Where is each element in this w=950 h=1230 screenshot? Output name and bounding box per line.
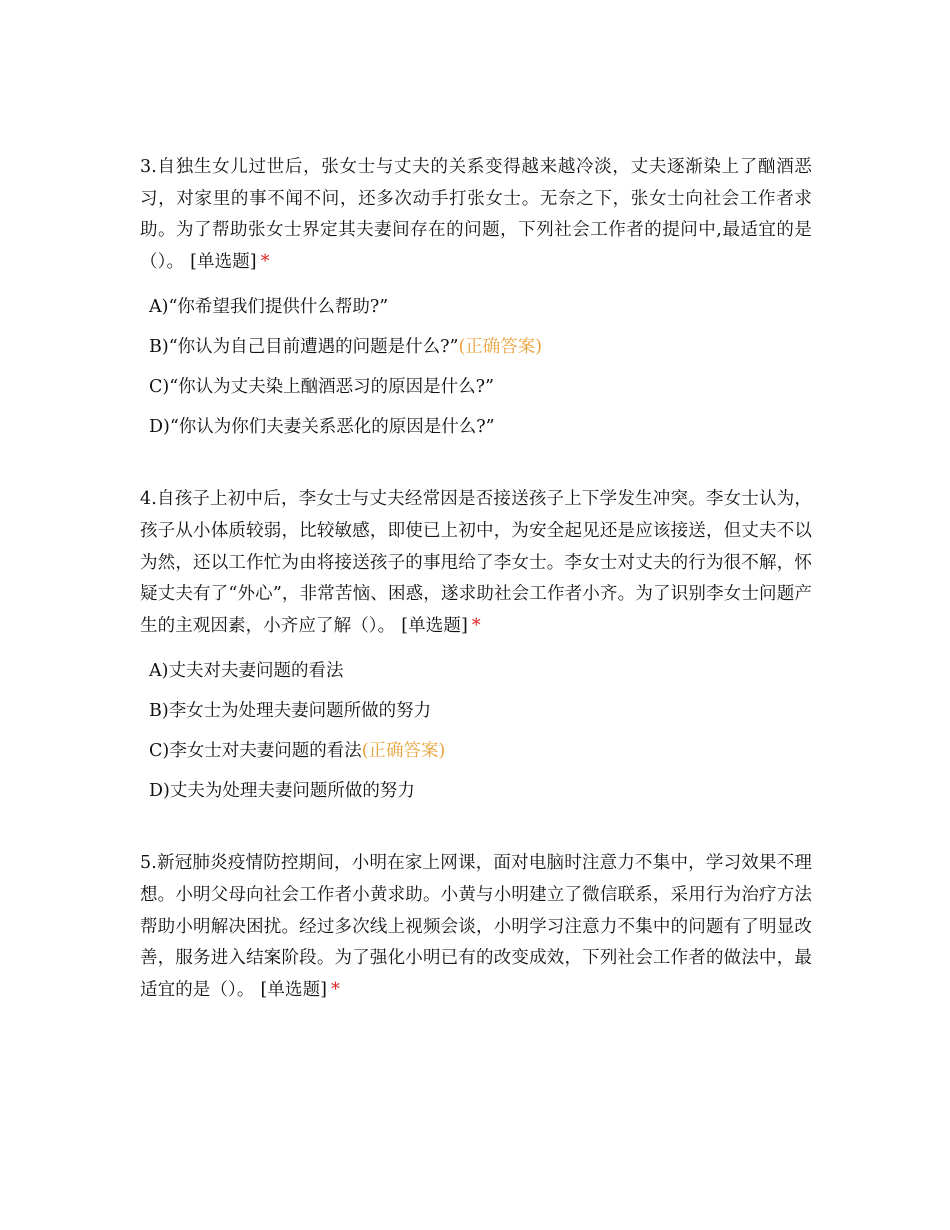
option-c[interactable] — [140, 731, 812, 771]
option-d[interactable] — [140, 407, 812, 447]
question-type-label: [单选题] — [260, 979, 328, 1000]
option-b[interactable] — [140, 327, 812, 367]
option-text: A)“你希望我们提供什么帮助?” — [149, 297, 389, 318]
option-text: D)“你认为你们夫妻关系恶化的原因是什么?” — [149, 417, 495, 438]
question-type-label: [单选题] — [190, 251, 257, 272]
option-text: D)丈夫为处理夫妻问题所做的努力 — [149, 781, 415, 802]
required-mark: * — [331, 979, 340, 1000]
correct-answer-label: (正确答案) — [361, 741, 446, 762]
option-text: B)李女士为处理夫妻问题所做的努力 — [149, 701, 432, 722]
required-mark: * — [471, 615, 481, 636]
option-text: C)“你认为丈夫染上酗酒恶习的原因是什么?” — [149, 377, 494, 398]
option-a[interactable] — [140, 287, 812, 327]
option-c[interactable] — [140, 367, 812, 407]
question-5 — [140, 848, 812, 1006]
question-type-label: [单选题] — [401, 615, 468, 636]
option-d[interactable] — [140, 771, 812, 811]
required-mark: * — [260, 251, 270, 272]
question-text — [140, 484, 812, 642]
question-text — [140, 848, 812, 1006]
option-a[interactable] — [140, 651, 812, 691]
question-4 — [140, 484, 812, 811]
question-stem: 5.新冠肺炎疫情防控期间，小明在家上网课，面对电脑时注意力不集中，学习效果不理想。小明父母向社会工作者小黄求助。小黄与小明建立了微信联系，采用行为治疗方法帮助小明解决困扰。经过多次线上视频会谈，小明学习注意力不集中的问题有了明显改善，服务进入结案阶段。为了强化小明已有的改变成效，下列社会工作者的做法中，最适宜的是（）。 — [140, 853, 812, 1000]
option-text: C)李女士对夫妻问题的看法 — [149, 741, 362, 762]
question-list — [140, 152, 812, 1043]
option-text: B)“你认为自己目前遭遇的问题是什么?” — [149, 337, 459, 358]
question-3 — [140, 152, 812, 447]
option-list — [140, 287, 812, 447]
question-stem: 3.自独生女儿过世后，张女士与丈夫的关系变得越来越冷淡，丈夫逐渐染上了酗酒恶习，对家里的事不闻不问，还多次动手打张女士。无奈之下，张女士向社会工作者求助。为了帮助张女士界定其夫妻间存在的问题，下列社会工作者的提问中,最适宜的是（）。 — [140, 157, 812, 272]
option-list — [140, 651, 812, 811]
correct-answer-label: (正确答案) — [458, 337, 543, 358]
option-text: A)丈夫对夫妻问题的看法 — [149, 661, 344, 682]
option-b[interactable] — [140, 691, 812, 731]
question-stem: 4.自孩子上初中后，李女士与丈夫经常因是否接送孩子上下学发生冲突。李女士认为，孩子从小体质较弱，比较敏感，即使已上初中，为安全起见还是应该接送，但丈夫不以为然，还以工作忙为由将接送孩子的事甩给了李女士。李女士对丈夫的行为很不解，怀疑丈夫有了“外心”，非常苦恼、困惑，遂求助社会工作者小齐。为了识别李女士问题产生的主观因素，小齐应了解（）。 — [140, 489, 812, 636]
question-text — [140, 152, 812, 278]
